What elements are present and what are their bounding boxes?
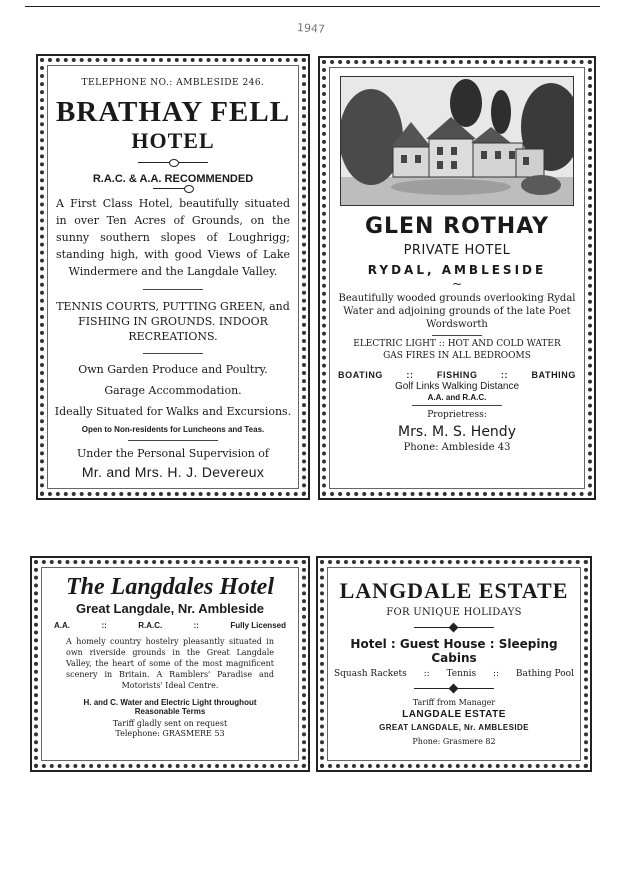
ornament-divider: [153, 188, 193, 189]
divider: [128, 440, 218, 441]
estate-subtitle: FOR UNIQUE HOLIDAYS: [386, 607, 522, 618]
glen-golf: Golf Links Walking Distance: [394, 381, 520, 392]
estate-name: LANGDALE ESTATE: [402, 709, 506, 720]
glen-gas: GAS FIRES IN ALL BEDROOMS: [383, 351, 531, 361]
brathay-telephone: TELEPHONE NO.: AMBLESIDE 246.: [81, 78, 265, 88]
estate-heading: Hotel : Guest House : Sleeping Cabins: [350, 637, 558, 665]
glen-proprietress-label: Proprietress:: [427, 410, 487, 420]
glen-title: GLEN ROTHAY: [364, 214, 550, 239]
hotel-illustration: [340, 76, 574, 206]
brathay-title: BRATHAY FELL: [55, 96, 291, 128]
handwritten-year: 1947: [296, 21, 326, 36]
langdales-terms: Reasonable Terms: [134, 707, 206, 716]
glen-rothay-ad: [318, 56, 596, 500]
divider: [432, 335, 482, 336]
langdales-badges: [44, 621, 296, 630]
squiggle-ornament: ~: [451, 277, 463, 291]
diamond-divider: [414, 627, 494, 628]
brathay-produce: Own Garden Produce and Poultry.: [78, 363, 268, 376]
divider: [143, 289, 203, 290]
brathay-fell-ad: [36, 54, 310, 500]
brathay-owners: Mr. and Mrs. H. J. Devereux: [81, 464, 265, 480]
langdales-phone: Telephone: GRASMERE 53: [115, 729, 225, 738]
badge-sep: ::: [101, 621, 107, 630]
sport-sep: ::: [406, 370, 414, 380]
ornament-divider: [138, 162, 208, 163]
langdales-water: H. and C. Water and Electric Light throughout: [83, 698, 257, 707]
langdales-subtitle: Great Langdale, Nr. Ambleside: [75, 601, 265, 616]
estate-title: LANGDALE ESTATE: [339, 578, 569, 603]
langdales-description: A homely country hostelry pleasantly situated in own riverside grounds in the Great Langdale Valley, the heart of some of the most magnificent scenery in Britain. A Ramblers' Paradise and Motorists' Ideal Centre.: [66, 637, 274, 690]
hotel-drawing: [341, 77, 574, 206]
activity-sep: ::: [492, 669, 500, 679]
brathay-supervision: Under the Personal Supervision of: [77, 447, 269, 460]
divider: [143, 353, 203, 354]
sport-item: BATHING: [531, 370, 576, 380]
page-top-rule: [25, 6, 600, 7]
activity-item: Squash Rackets: [334, 669, 407, 679]
langdales-title: The Langdales Hotel: [66, 574, 274, 600]
activity-sep: ::: [423, 669, 430, 679]
langdales-hotel-ad: [30, 556, 310, 772]
activity-item: Tennis: [446, 669, 477, 679]
brathay-facilities: TENNIS COURTS, PUTTING GREEN, and FISHING IN GROUNDS. INDOOR RECREATIONS.: [56, 300, 290, 343]
glen-description: Beautifully wooded grounds overlooking Rydal Water and adjoining grounds of the late Poet Wordsworth: [338, 293, 576, 330]
glen-aa: A.A. and R.A.C.: [427, 393, 487, 402]
sport-item: FISHING: [436, 370, 478, 380]
langdales-tariff: Tariff gladly sent on request: [112, 719, 228, 728]
langdale-estate-ad: [316, 556, 592, 772]
glen-subtitle: PRIVATE HOTEL: [403, 243, 511, 258]
sport-item: BOATING: [338, 370, 384, 380]
activity-item: Bathing Pool: [515, 669, 574, 679]
brathay-recommended: R.A.C. & A.A. RECOMMENDED: [92, 173, 254, 185]
brathay-open: Open to Non-residents for Luncheons and Teas.: [81, 425, 265, 434]
estate-address: GREAT LANGDALE, Nr. AMBLESIDE: [379, 723, 529, 732]
glen-phone: Phone: Ambleside 43: [403, 442, 511, 453]
estate-tariff: Tariff from Manager: [412, 698, 496, 707]
badge: A.A.: [54, 621, 70, 630]
brathay-subtitle: HOTEL: [131, 128, 215, 153]
glen-electric: ELECTRIC LIGHT :: HOT AND COLD WATER: [353, 339, 561, 349]
brathay-walks: Ideally Situated for Walks and Excursions.: [54, 405, 292, 418]
badge-sep: ::: [193, 621, 199, 630]
glen-proprietress: Mrs. M. S. Hendy: [398, 424, 516, 440]
glen-sports: [332, 370, 582, 380]
divider: [412, 405, 502, 406]
badge: R.A.C.: [138, 621, 163, 630]
glen-place: RYDAL, AMBLESIDE: [367, 263, 547, 277]
brathay-description: A First Class Hotel, beautifully situated in over Ten Acres of Grounds, on the sunny southern slopes of Loughrigg; standing high, with good Views of Lake Windermere and the Langdale Valley.: [56, 197, 290, 278]
estate-activities: [330, 669, 578, 679]
estate-phone: Phone: Grasmere 82: [412, 737, 496, 746]
brathay-garage: Garage Accommodation.: [104, 384, 242, 397]
badge: Fully Licensed: [230, 621, 286, 630]
diamond-divider: [414, 688, 494, 689]
sport-sep: ::: [500, 370, 509, 380]
